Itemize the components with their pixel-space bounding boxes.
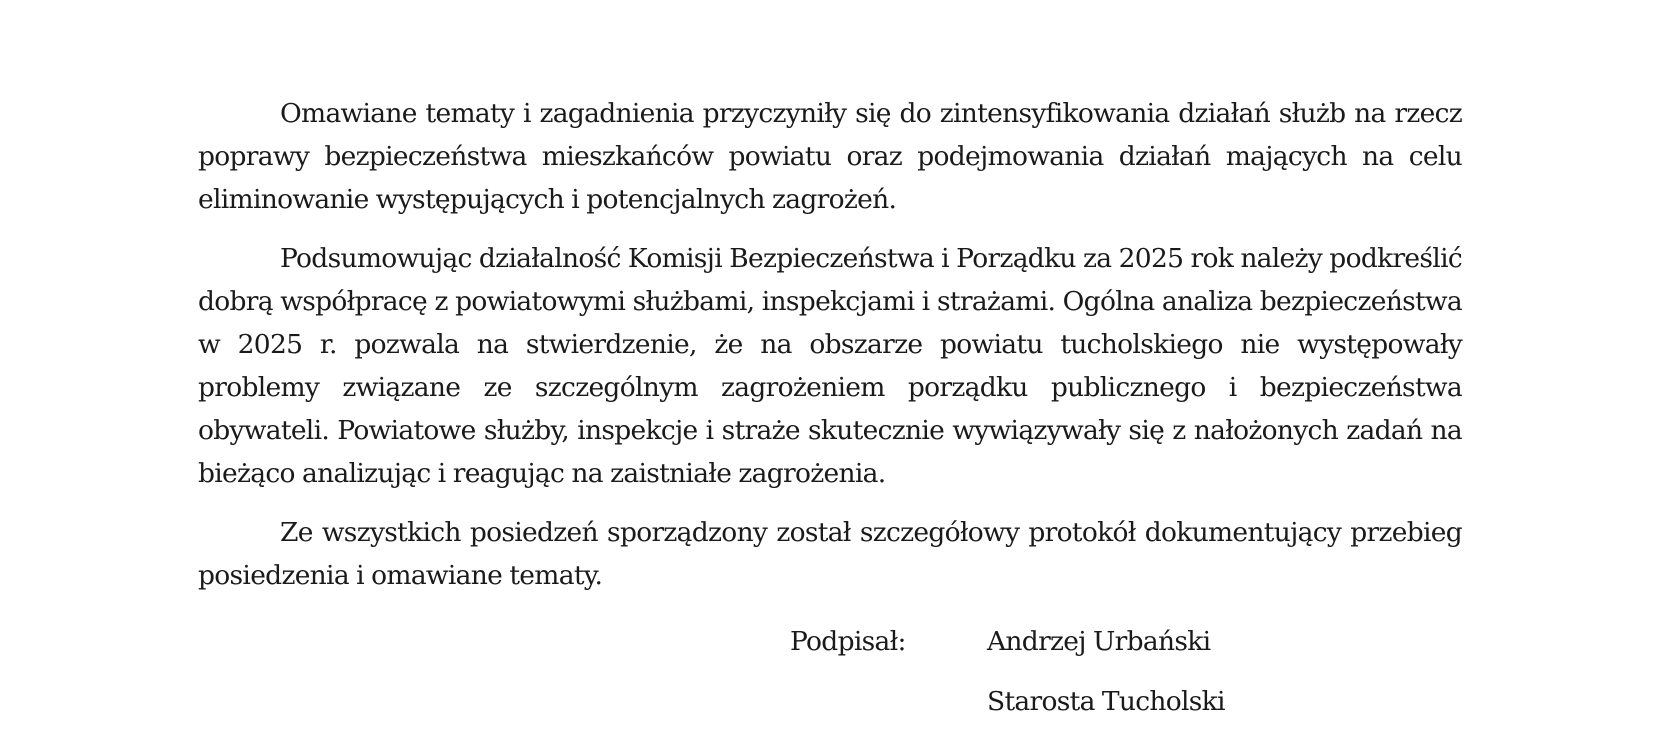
paragraph-protocol-note: Ze wszystkich posiedzeń sporządzony został szczegółowy protokół dokumentujący przebieg posiedzenia i omawiane tematy. bbox=[198, 517, 1462, 591]
document-body bbox=[198, 92, 1462, 613]
paragraph-topics-summary: Omawiane tematy i zagadnienia przyczyniły się do zintensyfikowania działań służb na rzecz poprawy bezpieczeństwa mieszkańców powiatu oraz podejmowania działań mających na celu eliminowanie występujących i potencjalnych zagrożeń. bbox=[198, 98, 1462, 215]
signature-label: Podpisał: bbox=[790, 626, 906, 657]
signatory-title: Starosta Tucholski bbox=[987, 686, 1225, 717]
paragraph-commission-summary: Podsumowując działalność Komisji Bezpieczeństwa i Porządku za 2025 rok należy podkreślić dobrą współpracę z powiatowymi służbami, inspekcjami i strażami. Ogólna analiza bezpieczeństwa w 2025 r. pozwala na stwierdzenie, że na obszarze powiatu tucholskiego nie występowały problemy związane ze szczególnym zagrożeniem porządku publicznego i bezpieczeństwa obywateli. Powiatowe służby, inspekcje i straże skutecznie wywiązywały się z nałożonych zadań na bieżąco analizując i reagując na zaistniałe zagrożenia. bbox=[198, 243, 1462, 489]
signatory-name: Andrzej Urbański bbox=[987, 626, 1211, 657]
